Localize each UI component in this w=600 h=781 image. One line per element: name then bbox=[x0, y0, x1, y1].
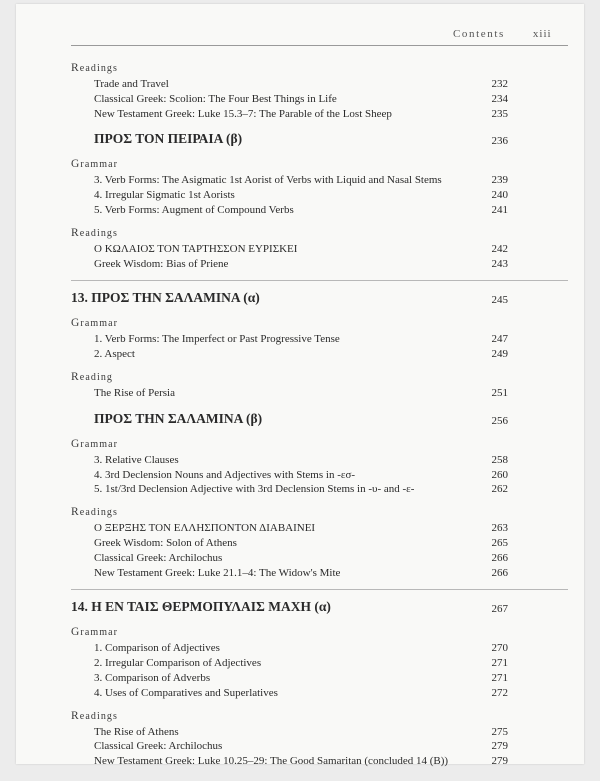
page-number: 266 bbox=[491, 551, 508, 564]
toc-section bbox=[71, 438, 508, 497]
page-number: 256 bbox=[491, 414, 508, 427]
page-number: 262 bbox=[491, 483, 508, 496]
toc-entry bbox=[71, 386, 508, 401]
section-label: Grammar bbox=[71, 158, 119, 171]
page-number: 243 bbox=[491, 257, 508, 270]
toc-entry bbox=[71, 671, 508, 686]
section-divider bbox=[71, 280, 568, 281]
entry-title: 4. Irregular Sigmatic 1st Aorists bbox=[94, 189, 235, 202]
toc-entry bbox=[71, 347, 508, 362]
toc-entry bbox=[71, 725, 508, 740]
section-label: Grammar bbox=[71, 626, 119, 639]
toc-entry bbox=[71, 551, 508, 566]
page-number: 260 bbox=[491, 468, 508, 481]
section-label: Grammar bbox=[71, 317, 119, 330]
toc-entry bbox=[71, 482, 508, 497]
header-rule bbox=[71, 45, 568, 46]
page-number: 251 bbox=[491, 386, 508, 399]
entry-title: Classical Greek: Scolion: The Four Best Things in Life bbox=[94, 92, 337, 105]
section-label: Grammar bbox=[71, 437, 119, 450]
toc-section bbox=[71, 62, 508, 121]
entry-title: The Rise of Persia bbox=[94, 386, 175, 399]
toc-entry bbox=[71, 686, 508, 701]
chapter-title: ΠΡΟΣ ΤΟΝ ΠΕΙΡΑΙΑ (β) bbox=[94, 131, 243, 147]
page-number: 275 bbox=[491, 725, 508, 738]
toc-entry bbox=[71, 656, 508, 671]
entry-title: 3. Comparison of Adverbs bbox=[94, 671, 211, 684]
toc-section bbox=[71, 371, 508, 401]
entry-title: 5. Verb Forms: Augment of Compound Verbs bbox=[94, 203, 294, 216]
section-label: Readings bbox=[71, 506, 119, 519]
toc-entry bbox=[71, 92, 508, 107]
table-of-contents bbox=[71, 62, 508, 778]
page-number: 242 bbox=[491, 242, 508, 255]
page-number: 263 bbox=[491, 522, 508, 535]
entry-title: Classical Greek: Archilochus bbox=[94, 740, 223, 753]
section-label: Readings bbox=[71, 709, 119, 722]
page-number: 265 bbox=[491, 536, 508, 549]
page-number: 271 bbox=[491, 671, 508, 684]
toc-entry bbox=[71, 754, 508, 769]
entry-title: New Testament Greek: Luke 10.25–29: The Good Samaritan (concluded 14 (Β)) bbox=[94, 755, 449, 768]
entry-title: 3. Relative Clauses bbox=[94, 453, 179, 466]
toc-section bbox=[71, 158, 508, 217]
toc-section bbox=[71, 710, 508, 769]
entry-title: Classical Greek: Archilochus bbox=[94, 551, 223, 564]
entry-title: Ο ΚΩΛΑΙΟΣ ΤΟΝ ΤΑΡΤΗΣΣΟΝ ΕΥΡΙΣΚΕΙ bbox=[94, 242, 298, 255]
toc-entry bbox=[71, 107, 508, 122]
toc-section bbox=[71, 626, 508, 700]
toc-entry bbox=[71, 468, 508, 483]
entry-title: 1. Verb Forms: The Imperfect or Past Progressive Tense bbox=[94, 333, 340, 346]
page-number: 245 bbox=[491, 294, 508, 307]
page-number: 247 bbox=[491, 333, 508, 346]
page-number: 235 bbox=[491, 107, 508, 120]
entry-title: Greek Wisdom: Bias of Priene bbox=[94, 257, 229, 270]
page-number: 266 bbox=[491, 566, 508, 579]
page-number: 279 bbox=[491, 755, 508, 768]
entry-title: 2. Aspect bbox=[94, 348, 135, 361]
section-divider bbox=[71, 589, 568, 590]
entry-title: Greek Wisdom: Solon of Athens bbox=[94, 536, 237, 549]
page-number: 239 bbox=[491, 174, 508, 187]
toc-entry bbox=[71, 536, 508, 551]
entry-title: 2. Irregular Comparison of Adjectives bbox=[94, 657, 262, 670]
toc-section bbox=[71, 317, 508, 362]
entry-title: The Rise of Athens bbox=[94, 725, 179, 738]
entry-title: 4. 3rd Declension Nouns and Adjectives with Stems in -εσ- bbox=[94, 468, 356, 481]
chapter-heading bbox=[71, 598, 508, 616]
toc-entry bbox=[71, 257, 508, 272]
chapter-title: 14. Η ΕΝ ΤΑΙΣ ΘΕΡΜΟΠΥΛΑΙΣ ΜΑΧΗ (α) bbox=[71, 599, 331, 615]
toc-section bbox=[71, 227, 508, 272]
entry-title: New Testament Greek: Luke 15.3–7: The Parable of the Lost Sheep bbox=[94, 107, 392, 120]
toc-entry bbox=[71, 188, 508, 203]
section-label: Readings bbox=[71, 226, 119, 239]
chapter-heading bbox=[71, 410, 508, 428]
entry-title: 5. 1st/3rd Declension Adjective with 3rd Declension Stems in -υ- and -ε- bbox=[94, 483, 415, 496]
toc-entry bbox=[71, 77, 508, 92]
entry-title: Trade and Travel bbox=[94, 78, 169, 90]
toc-entry bbox=[71, 173, 508, 188]
chapter-heading bbox=[71, 130, 508, 148]
toc-entry bbox=[71, 453, 508, 468]
entry-title: 1. Comparison of Adjectives bbox=[94, 642, 220, 655]
page-number: 241 bbox=[491, 203, 508, 216]
page-number: 279 bbox=[491, 740, 508, 753]
toc-entry bbox=[71, 242, 508, 257]
page-number: 232 bbox=[491, 78, 508, 90]
toc-section bbox=[71, 506, 508, 580]
page-number: 234 bbox=[491, 92, 508, 105]
toc-entry bbox=[71, 566, 508, 581]
page-number: 271 bbox=[491, 657, 508, 670]
section-label: Reading bbox=[71, 370, 114, 383]
section-label: Readings bbox=[71, 62, 119, 74]
running-head-title: Contents bbox=[453, 28, 505, 40]
toc-entry bbox=[71, 739, 508, 754]
chapter-title: ΠΡΟΣ ΤΗΝ ΣΑΛΑΜΙΝΑ (β) bbox=[94, 410, 263, 426]
entry-title: New Testament Greek: Luke 21.1–4: The Widow's Mite bbox=[94, 566, 341, 579]
book-page bbox=[16, 4, 584, 768]
page-folio: xiii bbox=[532, 28, 552, 40]
entry-title: Ο ΞΕΡΞΗΣ ΤΟΝ ΕΛΛΗΣΠΟΝΤΟΝ ΔΙΑΒΑΙΝΕΙ bbox=[94, 522, 316, 535]
page-number: 272 bbox=[491, 686, 508, 699]
page-number: 258 bbox=[491, 453, 508, 466]
chapter-heading bbox=[71, 289, 508, 307]
toc-entry bbox=[71, 203, 508, 218]
page-number: 270 bbox=[491, 642, 508, 655]
page-number: 267 bbox=[491, 603, 508, 616]
chapter-title: 13. ΠΡΟΣ ΤΗΝ ΣΑΛΑΜΙΝΑ (α) bbox=[71, 290, 260, 306]
page-number: 249 bbox=[491, 348, 508, 361]
running-head bbox=[453, 28, 552, 40]
entry-title: 4. Uses of Comparatives and Superlatives bbox=[94, 686, 278, 699]
page-number: 240 bbox=[491, 189, 508, 202]
entry-title: 3. Verb Forms: The Asigmatic 1st Aorist of Verbs with Liquid and Nasal Stems bbox=[94, 174, 442, 187]
toc-entry bbox=[71, 332, 508, 347]
toc-entry bbox=[71, 641, 508, 656]
toc-entry bbox=[71, 521, 508, 536]
page-number: 236 bbox=[491, 135, 508, 148]
